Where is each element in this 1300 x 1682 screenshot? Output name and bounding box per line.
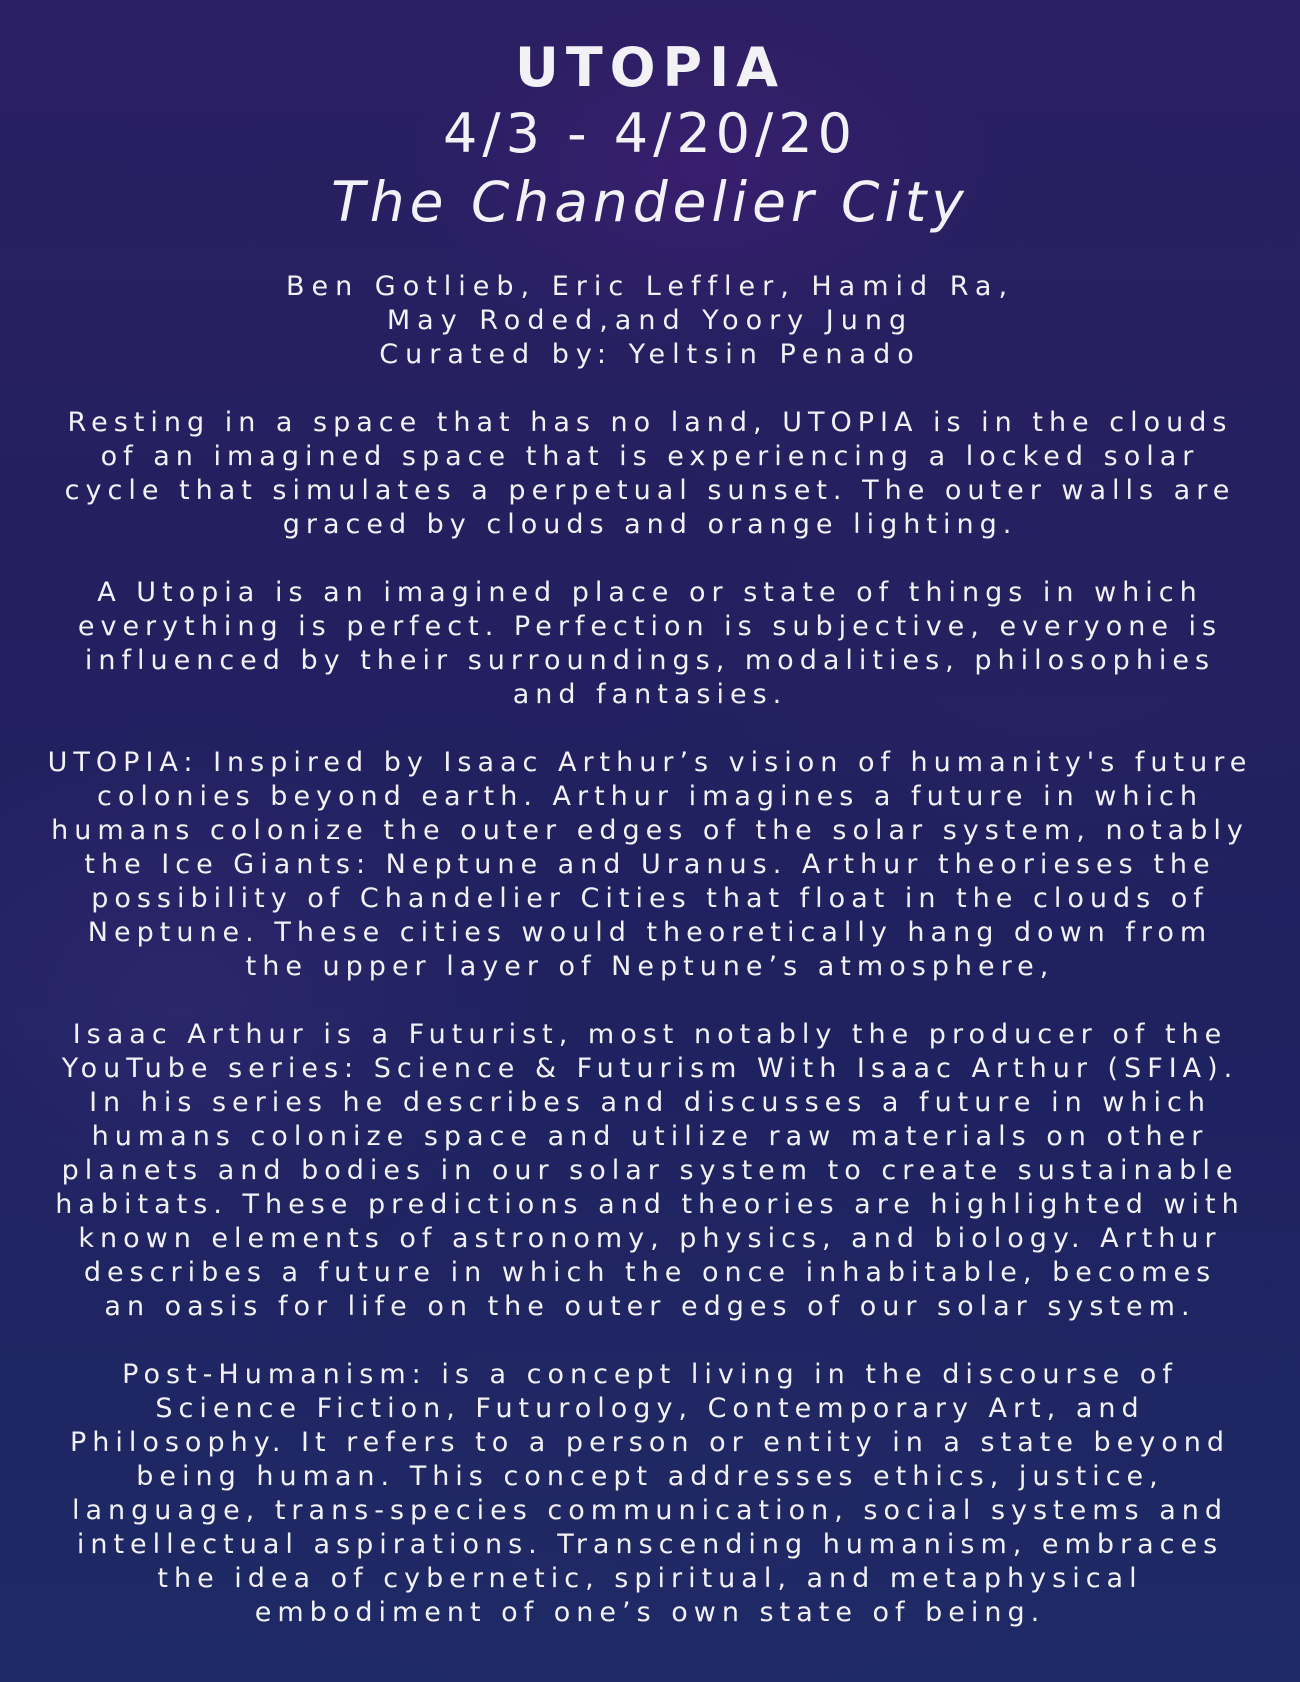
paragraph-post-humanism (0, 1358, 1300, 1630)
paragraph-line: UTOPIA: Inspired by Isaac Arthur’s vision of humanity's future (47, 747, 1253, 778)
paragraph-line: the upper layer of Neptune’s atmosphere, (245, 951, 1055, 982)
curator-line: Curated by: Yeltsin Penado (379, 339, 921, 370)
paragraph-line: possibility of Chandelier Cities that float in the clouds of (91, 883, 1209, 914)
paragraph-line: being human. This concept addresses ethics, justice, (136, 1461, 1164, 1492)
paragraph-line: influenced by their surroundings, modalities, philosophies (84, 645, 1216, 676)
paragraph-line: humans colonize the outer edges of the solar system, notably (51, 815, 1249, 846)
credits-line: May Roded,and Yoory Jung (386, 305, 914, 336)
paragraph-line: Isaac Arthur is a Futurist, most notably the producer of the (72, 1019, 1228, 1050)
paragraph-utopia-definition (0, 576, 1300, 712)
paragraph-setting (0, 406, 1300, 542)
exhibition-dates: 4/3 - 4/20/20 (443, 102, 857, 165)
paragraph-line: Resting in a space that has no land, UTOPIA is in the clouds (67, 407, 1233, 438)
paragraph-line: Neptune. These cities would theoretically hang down from (87, 917, 1213, 948)
paragraph-line: cycle that simulates a perpetual sunset. The outer walls are (64, 475, 1236, 506)
paragraph-line: planets and bodies in our solar system to create sustainable (61, 1155, 1239, 1186)
paragraph-line: colonies beyond earth. Arthur imagines a future in which (97, 781, 1203, 812)
paragraph-line: the Ice Giants: Neptune and Uranus. Arthur theorieses the (84, 849, 1216, 880)
paragraph-line: A Utopia is an imagined place or state of things in which (97, 577, 1203, 608)
paragraph-line: Philosophy. It refers to a person or entity in a state beyond (69, 1427, 1231, 1458)
paragraph-line: describes a future in which the once inhabitable, becomes (83, 1257, 1217, 1288)
paragraph-line: graced by clouds and orange lighting. (282, 509, 1018, 540)
paragraph-line: known elements of astronomy, physics, and biology. Arthur (78, 1223, 1222, 1254)
paragraph-line: In his series he describes and discusses a future in which (89, 1087, 1211, 1118)
paragraph-line: YouTube series: Science & Futurism With Isaac Arthur (SFIA). (61, 1053, 1239, 1084)
paragraph-line: humans colonize space and utilize raw materials on other (91, 1121, 1209, 1152)
paragraph-line: embodiment of one’s own state of being. (254, 1597, 1046, 1628)
paragraph-line: and fantasies. (512, 679, 788, 710)
exhibition-title: UTOPIA (514, 36, 786, 99)
paragraph-line: of an imagined space that is experiencing a locked solar (100, 441, 1200, 472)
paragraph-line: Science Fiction, Futurology, Contemporary Art, and (155, 1393, 1145, 1424)
credits-line: Ben Gotlieb, Eric Leffler, Hamid Ra, (285, 271, 1015, 302)
exhibition-subtitle: The Chandelier City (331, 170, 969, 234)
paragraph-line: language, trans-species communication, social systems and (71, 1495, 1229, 1526)
paragraph-line: Post-Humanism: is a concept living in the discourse of (122, 1359, 1178, 1390)
artist-credits (0, 270, 1300, 372)
paragraph-isaac-arthur (0, 1018, 1300, 1324)
paragraph-line: everything is perfect. Perfection is subjective, everyone is (77, 611, 1223, 642)
paragraph-line: habitats. These predictions and theories are highlighted with (55, 1189, 1245, 1220)
paragraph-line: intellectual aspirations. Transcending humanism, embraces (76, 1529, 1224, 1560)
paragraph-inspiration (0, 746, 1300, 984)
paragraph-line: the idea of cybernetic, spiritual, and metaphysical (157, 1563, 1143, 1594)
poster-header (0, 36, 1300, 236)
paragraph-line: an oasis for life on the outer edges of our solar system. (104, 1291, 1196, 1322)
